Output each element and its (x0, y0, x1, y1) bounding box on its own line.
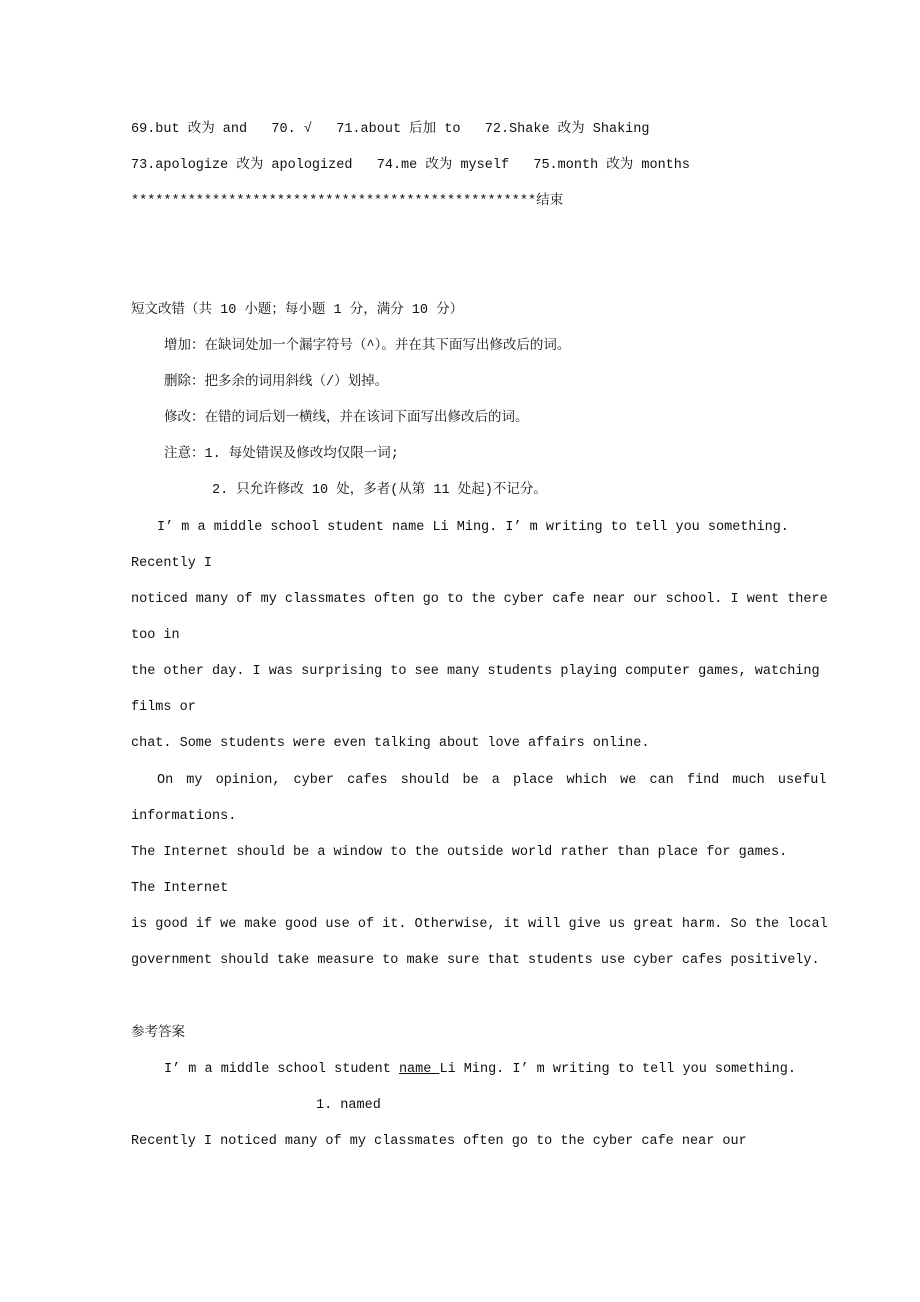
answer-line-69-72: 69.but 改为 and 70. √ 71.about 后加 to 72.Shake 改为 Shaking (131, 122, 650, 137)
section-title: 短文改错（共 10 小题；每小题 1 分，满分 10 分） (131, 303, 464, 318)
modify-rule: 修改：在错的词后划一横线，并在该词下面写出修改后的词。 (164, 411, 529, 426)
add-rule: 增加：在缺词处加一个漏字符号（^）。并在其下面写出修改后的词。 (164, 339, 571, 354)
passage-line: The Internet (131, 881, 229, 896)
note-1: 注意：1. 每处错误及修改均仅限一词; (164, 447, 399, 462)
passage-line: chat. Some students were even talking about love affairs online. (131, 736, 650, 751)
answer-key-line-2: Recently I noticed many of my classmates often go to the cyber cafe near our (131, 1134, 747, 1149)
answer-key-title: 参考答案 (131, 1026, 185, 1041)
note-2: 2. 只允许修改 10 处，多者(从第 11 处起)不记分。 (212, 483, 547, 498)
passage-line: On my opinion, cyber cafes should be a place which we can find much useful (157, 773, 827, 788)
passage-line: Recently I (131, 556, 213, 571)
passage-line: government should take measure to make sure that students use cyber cafes positively. (131, 953, 820, 968)
passage-line: informations. (131, 809, 237, 824)
answer-line-73-75: 73.apologize 改为 apologized 74.me 改为 myself 75.month 改为 months (131, 158, 690, 173)
end-marker: **************************************************结束 (131, 194, 564, 209)
passage-line: I’ m a middle school student name Li Ming. I’ m writing to tell you something. (157, 520, 789, 535)
passage-line: is good if we make good use of it. Otherwise, it will give us great harm. So the local (131, 917, 828, 932)
answer-key-line-1 (164, 1060, 796, 1080)
text: I’ m a middle school student (164, 1062, 399, 1077)
passage-line: The Internet should be a window to the outside world rather than place for games. (131, 845, 788, 860)
passage-line: the other day. I was surprising to see many students playing computer games, watching (131, 664, 820, 679)
delete-rule: 删除：把多余的词用斜线（/）划掉。 (164, 375, 389, 390)
passage-line: noticed many of my classmates often go to the cyber cafe near our school. I went there (131, 592, 828, 607)
passage-line: too in (131, 628, 180, 643)
correction-1: 1. named (316, 1098, 381, 1113)
passage-line: films or (131, 700, 196, 715)
error-word: name (398, 1062, 440, 1077)
text: Li Ming. I’ m writing to tell you something. (439, 1062, 796, 1077)
